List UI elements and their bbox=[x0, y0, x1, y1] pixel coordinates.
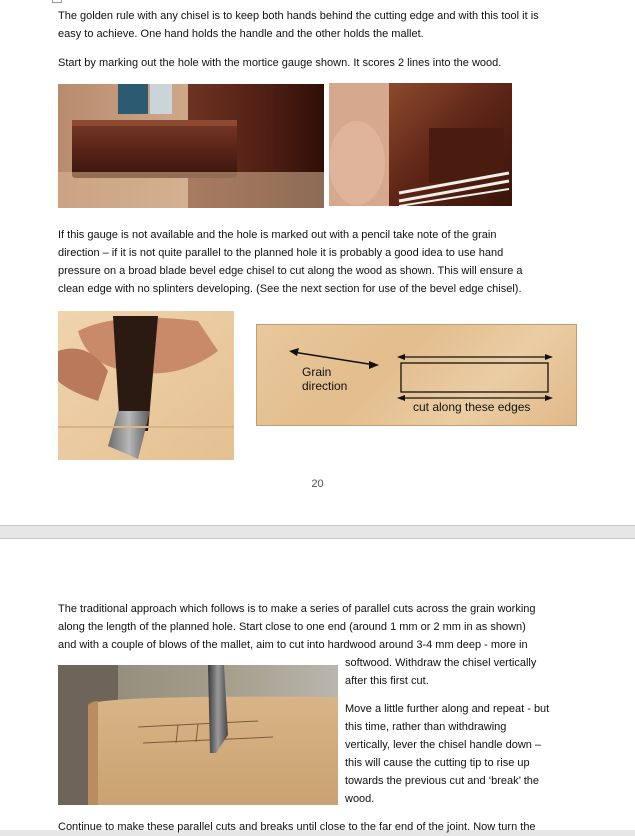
text-line: this time, rather than withdrawing bbox=[345, 721, 507, 733]
paragraph-traditional-approach bbox=[58, 600, 578, 654]
grain-label: Grain bbox=[302, 365, 332, 379]
text-line: towards the previous cut and ‘break’ the bbox=[345, 775, 540, 787]
text-line: and with a couple of blows of the mallet, aim to cut into hardwood around 3-4 mm deep - more in bbox=[58, 639, 528, 651]
text-line: Move a little further along and repeat - but bbox=[345, 703, 550, 715]
text-line: easy to achieve. One hand holds the handle and the other holds the mallet. bbox=[58, 28, 424, 40]
paragraph-continue-cuts bbox=[58, 818, 578, 836]
text-line: pressure on a broad blade bevel edge chisel to cut along the wood as shown. This will ensure a bbox=[58, 265, 523, 277]
bevel-chisel-photo bbox=[58, 311, 234, 460]
mortice-chisel-photo bbox=[58, 665, 338, 805]
text-line: this will cause the cutting tip to rise up bbox=[345, 757, 530, 769]
text-line: along the length of the planned hole. Start close to one end (around 1 mm or 2 mm in as shown) bbox=[58, 621, 526, 633]
text-line: vertically, lever the chisel handle down – bbox=[345, 739, 542, 751]
text-line: If this gauge is not available and the hole is marked out with a pencil take note of the grain bbox=[58, 229, 497, 241]
text-line: clean edge with no splinters developing. (See the next section for use of the bevel edge chisel). bbox=[58, 283, 522, 295]
text-line: Continue to make these parallel cuts and breaks until close to the far end of the joint. Now turn the bbox=[58, 821, 536, 833]
page-number: 20 bbox=[311, 478, 324, 490]
paragraph-pencil-marking bbox=[58, 226, 578, 298]
cut-edges-label: cut along these edges bbox=[413, 400, 531, 414]
text-line: softwood. Withdraw the chisel vertically bbox=[345, 657, 537, 669]
text-line: after this first cut. bbox=[345, 675, 429, 687]
text-line: The traditional approach which follows is to make a series of parallel cuts across the grain working bbox=[58, 603, 536, 615]
paragraph-lever-chisel bbox=[345, 700, 585, 808]
paragraph-golden-rule bbox=[58, 7, 578, 43]
text-line: The golden rule with any chisel is to keep both hands behind the cutting edge and with this tool it is bbox=[58, 10, 539, 22]
gauge-scoring-photo bbox=[329, 83, 512, 206]
text-line: direction – if it is not quite parallel to the planned hole it is probably a good idea to use hand bbox=[58, 247, 504, 259]
paragraph-withdraw-chisel bbox=[345, 654, 585, 690]
text-line: Start by marking out the hole with the mortice gauge shown. It scores 2 lines into the wood. bbox=[58, 57, 502, 69]
text-line: wood. bbox=[345, 793, 375, 805]
document-page-2 bbox=[0, 538, 635, 833]
paragraph-mortice-gauge bbox=[58, 54, 578, 72]
mortice-gauge-photo bbox=[58, 84, 324, 208]
page-corner-mark bbox=[52, 0, 62, 3]
direction-label: direction bbox=[302, 379, 348, 393]
grain-direction-diagram bbox=[256, 324, 577, 426]
